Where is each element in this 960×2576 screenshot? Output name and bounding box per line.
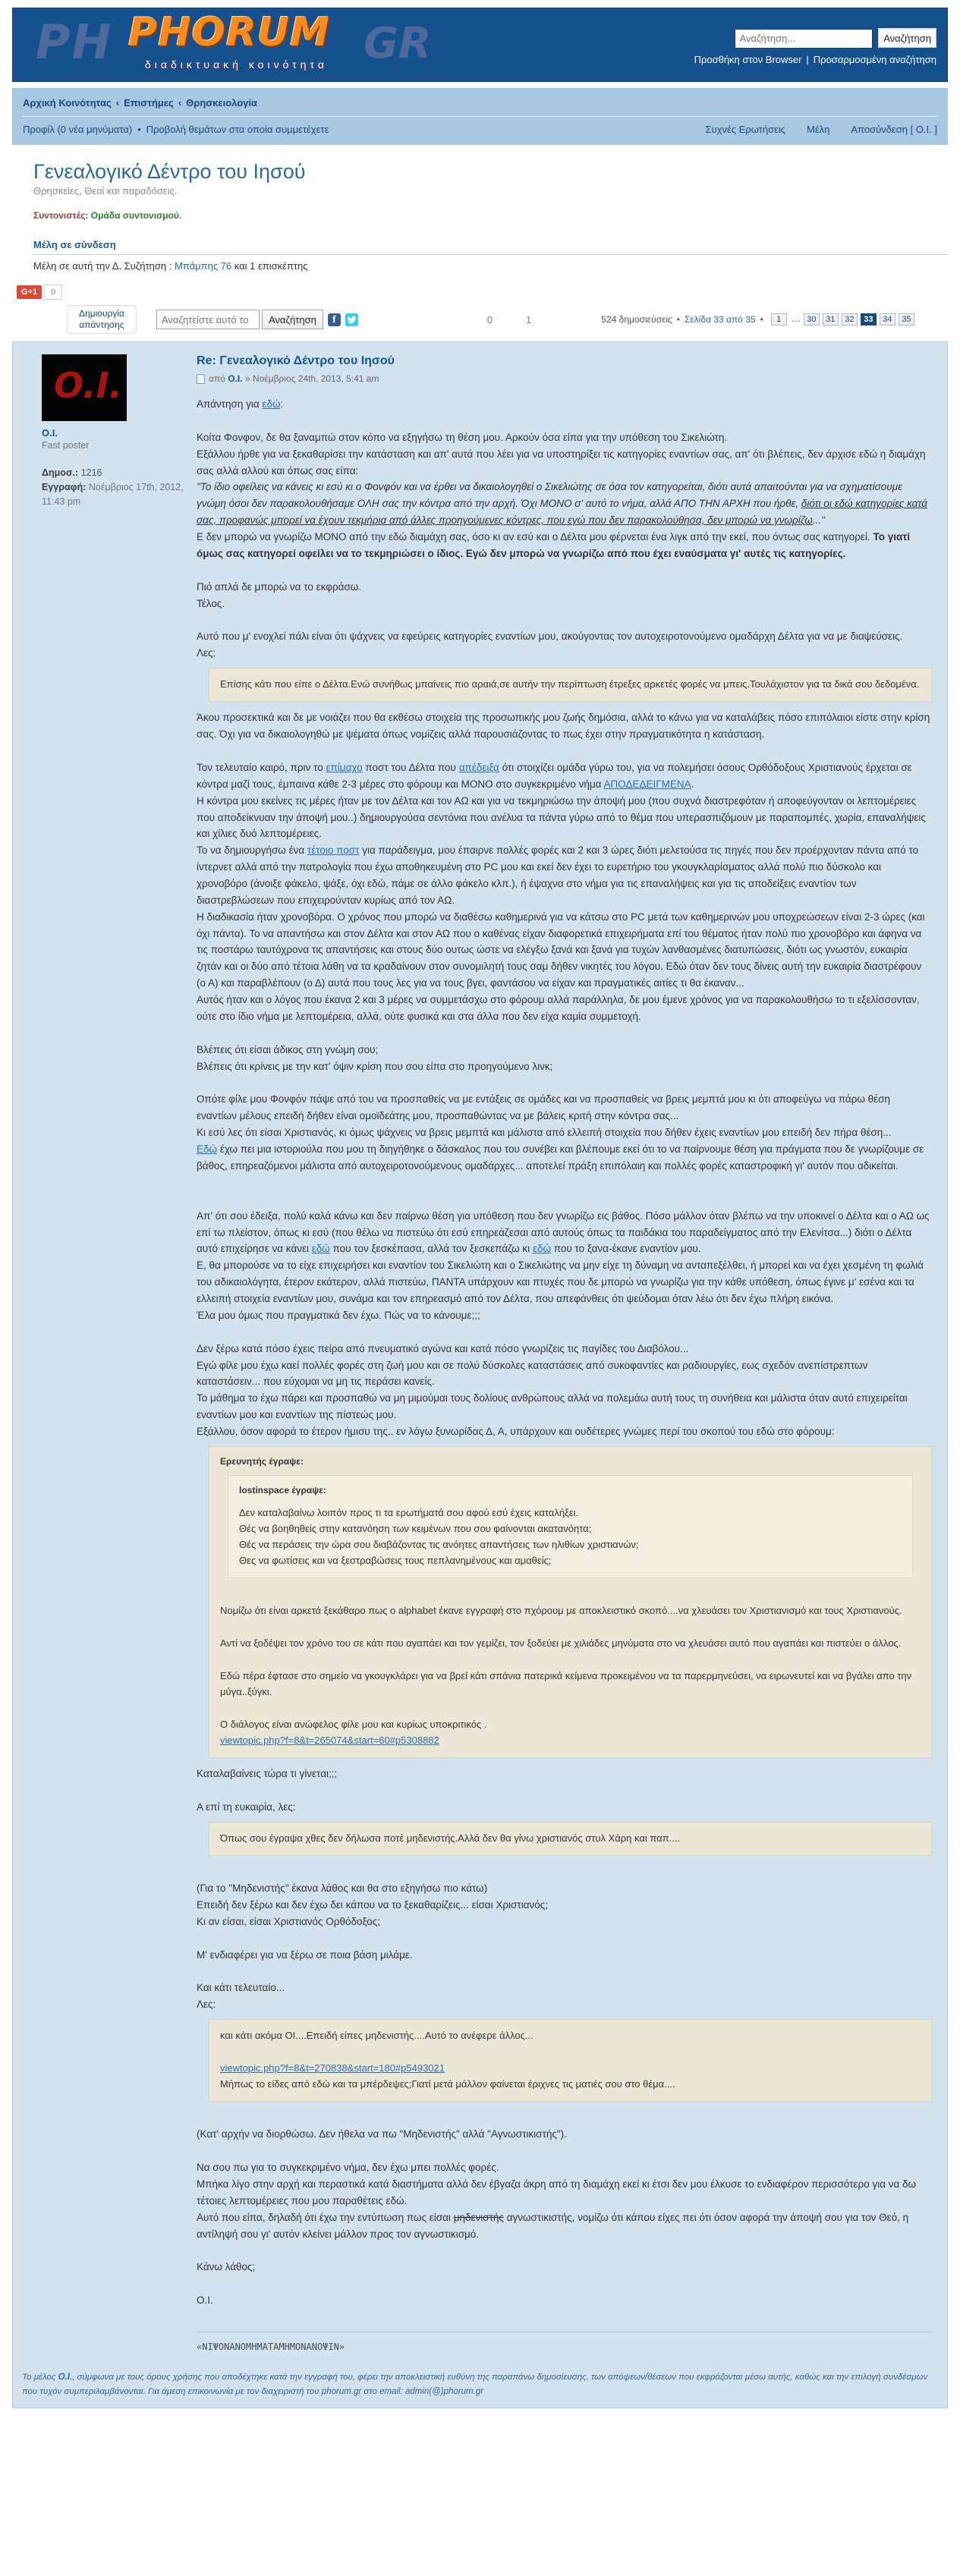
- nav-right-link[interactable]: Συχνές Ερωτήσεις: [705, 124, 786, 135]
- post-paragraph: [197, 1208, 932, 1258]
- inline-link[interactable]: viewtopic.php?f=8&t=265074&start=60#p5308882: [220, 1735, 439, 1747]
- paragraph-gap: [197, 1025, 932, 1042]
- text-run: που τον ξεσκέπασα, αλλά τον ξεσκεπάζω κι: [329, 1243, 533, 1255]
- post-paragraph: [197, 1914, 932, 1930]
- navbar: [12, 88, 948, 145]
- text-run: Κι εσύ λες ότι είσαι Χριστιανός, κι όμως ψάχνεις να βρεις μεμπτά και μάλιστα από ελλειπή στοιχεία που δήθεν έχεις εναντίων μου επειδή δεν πήρα θέση...: [197, 1127, 892, 1139]
- post-paragraph: [197, 429, 932, 446]
- paragraph-gap: [220, 2043, 921, 2060]
- inline-link[interactable]: επίμαχο: [326, 761, 363, 773]
- text-run: Α επί τη ευκαιρία, λες:: [197, 1801, 296, 1813]
- breadcrumb-separator: ‹: [178, 97, 182, 109]
- page-number-button[interactable]: 1: [771, 313, 787, 326]
- author-name-link[interactable]: O.I.: [42, 427, 58, 439]
- text-run: Θές να βοηθηθείς στην κατανόηση των κειμένων που σου φαίνονται ακατανόητα;: [239, 1522, 592, 1534]
- twitter-share-icon[interactable]: [345, 313, 358, 326]
- post-paragraph: [197, 645, 932, 662]
- text-run: Κι αν είσαι, είσαι Χριστιανός Ορθόδοξος;: [197, 1915, 380, 1927]
- paragraph-gap: [197, 1930, 932, 1947]
- paragraph-gap: [197, 1074, 932, 1091]
- post-paragraph: [197, 842, 932, 908]
- post-disclaimer: [13, 2357, 947, 2408]
- paragraph-gap: [197, 1782, 932, 1799]
- logo-ghost-left: PH: [36, 14, 113, 70]
- post-paragraph: [220, 2027, 921, 2043]
- header-search-input[interactable]: [735, 29, 873, 49]
- post-paragraph: [197, 1058, 932, 1075]
- post-paragraph: [220, 676, 921, 692]
- post-reply-button[interactable]: Δημιουργία απάντησης: [67, 305, 137, 334]
- moderators-label: Συντονιστές:: [33, 210, 89, 221]
- post-paragraph: [197, 1980, 932, 1996]
- text-run: Κοίτα Φονφον, δε θα ξαναμπώ στον κόπο να εξηγήσω τη θέση μου. Αρκούν όσα είπα για την υπόθεση του Σικελιώτη.: [197, 431, 728, 443]
- text-run: μηδενιστής: [453, 2211, 504, 2223]
- paragraph-gap: [197, 562, 932, 579]
- topic-description: Θρησκείες, Θεοί και παραδόσεις.: [33, 185, 178, 197]
- post-paragraph: [197, 1141, 932, 1175]
- page-number-button[interactable]: 33: [861, 313, 877, 326]
- paragraph-gap: [197, 612, 932, 628]
- logo-text: PHORUM: [128, 10, 330, 55]
- paragraph-gap: [220, 1651, 921, 1668]
- paragraph-gap: [220, 1586, 921, 1603]
- moderators-group-link[interactable]: Ομάδα συντονισμού: [90, 210, 179, 221]
- text-run: (Για το "Μηδενιστής" έκανα λάθος και θα στο εξηγήσω πιο κάτω): [197, 1882, 488, 1894]
- pagination-separator: •: [676, 314, 680, 325]
- text-run: Ε, θα μπορούσε να το είχε επιχειρήσει και εναντίον του Σικελιώτη και ο Σικελιώτης να μην είχε τη δύναμη να ανταπεξέλθει, ή μπορεί και να έχει χεσμένη τη φωλιά του αδικαιολόγητα, έτερον εκάτερον, αλλά πιστεύω, ΠΑΝΤΑ υπάρχουν και πτυχές που δε μπορώ να γνωρίζω για την κάθε υπόθεση, όπως έγινε μ' εσένα και τα ελλειπή στοιχεία εναντίων μου, συνάμα και τον επηρεασμό από τον Δέλτα, που απεφάνθεις ότι ψεύδομαι όταν λέω ότι δεν έχω πλήρη εικόνα.: [197, 1260, 924, 1304]
- inline-link[interactable]: εδώ: [311, 1243, 330, 1255]
- text-run: Τον τελευταίο καιρό, πριν το: [197, 761, 326, 773]
- text-run: Νομίζω ότι είναι αρκετά ξεκάθαρο πως ο alphabet έκανε εγγραφή στο πχόρουμ με αποκλειστικό σκοπό....να χλευάσει τον Χριστιανισμό και τους Χριστιανούς.: [220, 1604, 902, 1616]
- text-run: "Το ίδιο οφείλεις να κάνεις κι εσύ κι ο Φονφόν και να έρθει να δικαιολογηθεί ο Σικελιώτης σε όσα τον κατηγορείται, διότι αυτά απαιτούνται για να σχηματίσουμε γνώμη όσοι δεν παρακολουθήσαμε ΟΛΗ σας την κόντρα από την αρχή. Όχι ΜΟΝΟ σ' αυτό το νήμα, αλλά ΑΠΟ ΤΗΝ ΑΡΧΗ που ήρθε,: [197, 481, 903, 510]
- logo-ghost-right: GR: [364, 19, 432, 68]
- facebook-share-count: 0: [486, 313, 493, 326]
- post-paragraph: [197, 992, 932, 1025]
- avatar[interactable]: [42, 354, 127, 421]
- text-run: Εγώ φίλε μου έχω καεί πολλές φορές στη ζωή μου και σε πολύ δύσκολες καταστάσεις από συκοφαντίες και ραδιουργίες, εως σχεδόν ανεπίστρεπτων καταστάσειν... που εύχομαι να μη τις περάσει κανείς.: [197, 1359, 868, 1388]
- post-paragraph: [197, 1880, 932, 1897]
- inline-link[interactable]: Εδώ: [197, 1143, 218, 1155]
- nav-right-link[interactable]: Μέλη: [807, 124, 830, 135]
- post-paragraph: [239, 1552, 902, 1568]
- text-run: διότι οι εδώ κατηγορίες κατά σας, προφανώς μπορεί να έχουν τεκμήρια από άλλες προηγούμενες κόντρες, που εγώ που δεν παρακολούθησα, δεν μπορώ να γνωρίζω: [197, 498, 927, 527]
- breadcrumb-link[interactable]: Επιστήμες: [124, 97, 174, 109]
- post-paragraph: [197, 760, 932, 793]
- facebook-share-icon[interactable]: f: [328, 313, 341, 326]
- disclaimer-prefix: Το μέλος: [22, 2373, 58, 2383]
- post-main-column: [186, 354, 932, 2352]
- posts-label: Δημοσ.:: [42, 467, 79, 478]
- post-paragraph: [197, 1341, 932, 1357]
- text-run: Εξάλλου, όσον αφορά το έτερον ήμισυ της.. εν λόγω ξυνωρίδας Δ, Α, υπάρχουν και ουδέτερες γνώμες περί του σκοπού του εδώ στο φόρουμ:: [197, 1426, 835, 1438]
- post-paragraph: [197, 1799, 932, 1816]
- page-number-button[interactable]: 32: [842, 313, 858, 326]
- post-paragraph: [197, 1947, 932, 1964]
- post-icon[interactable]: [197, 374, 205, 384]
- text-run: Εξάλλου ήρθε για να ξεκαθαρίσει την κατάσταση και απ' αυτά που λέει για να υποστηρίξει τις κατηγορίες εναντίων σας, απ' ότι βλέπεις, δεν άρχισε εδώ η διαμάχη σας αλλά αλλού και όπως σας είπα:: [197, 448, 926, 477]
- text-run: Αυτός ήταν και ο λόγος που έκανα 2 και 3 μέρες να συμμετάσχω στο φόρουμ αλλά παράλληλα, δε μου έμενε χρόνος για να παρακολουθήσω το τι εξελίσσονταν, ούτε στο ίδιο νήμα με λεπτομέρεια, αλλά, ούτε φυσικά και στα άλλα που δεν είχα καμία συμμετοχή.: [197, 993, 920, 1022]
- text-run: Τέλος.: [197, 597, 225, 609]
- page-number-button[interactable]: 31: [823, 313, 839, 326]
- text-run: Αυτό που είπα, δηλαδή ότι έχω την εντύπωση πως είσαι: [197, 2211, 454, 2223]
- joined-value: Νοέμβριος 17th, 2012, 11:43 pm: [42, 481, 184, 507]
- post-paragraph: [197, 1042, 932, 1058]
- page-number-button[interactable]: 34: [880, 313, 895, 326]
- text-run: Θές να περάσεις την ώρα σου διαβάζοντας τις ανόητες απαντήσεις των ηλιθίων χριστιανών;: [239, 1538, 639, 1550]
- byline-by-label: από: [209, 373, 225, 384]
- byline-date: » Νοέμβριος 24th, 2013, 5:41 am: [244, 373, 379, 384]
- gplus-row: [17, 284, 948, 300]
- post-paragraph: [220, 1830, 921, 1846]
- header-search-link[interactable]: Προσθήκη στον Browser: [694, 53, 802, 65]
- text-run: που το ξανα-έκανε εναντίον μου.: [551, 1243, 701, 1255]
- inline-link[interactable]: εδώ: [262, 398, 281, 410]
- post-paragraph: [220, 1635, 921, 1651]
- text-run: Απάντηση για: [197, 398, 263, 410]
- text-run: Λες:: [197, 1999, 216, 2011]
- post-paragraph: [197, 793, 932, 843]
- paragraph-gap: [197, 1963, 932, 1980]
- post-paragraph: [197, 2159, 932, 2176]
- page-top: [0, 0, 960, 82]
- disclaimer-user-link[interactable]: O.I.: [58, 2373, 73, 2383]
- online-prefix: Μέλη σε αυτή την Δ. Συζήτηση :: [33, 260, 175, 272]
- inline-link[interactable]: viewtopic.php?f=8&t=270838&start=180#p5493021: [220, 2062, 445, 2074]
- text-run: Θες να φωτίσεις και να ξεστραβώσεις τους πεπλανημένους και αμαθείς;: [239, 1554, 552, 1566]
- text-run: Πιό απλά δε μπορώ να το εκφράσω.: [197, 580, 362, 593]
- paragraph-gap: [220, 1618, 921, 1635]
- joined-label: Εγγραφή:: [42, 481, 87, 492]
- paragraph-gap: [197, 2143, 932, 2159]
- quote-author: Ερευνητής έγραψε:: [220, 1455, 304, 1467]
- moderators-suffix: .: [178, 210, 182, 221]
- text-run: ποστ του Δέλτα που: [362, 761, 459, 773]
- post-paragraph: [197, 2176, 932, 2210]
- post-paragraph: [197, 396, 932, 413]
- post-paragraph: [197, 1257, 932, 1307]
- post-paragraph: [197, 579, 932, 596]
- paragraph-gap: [197, 2276, 932, 2292]
- text-run: Έλα μου όμως που πραγματικά δεν έχω. Πώς να το κάνουμε;;;: [197, 1309, 480, 1321]
- text-run: Δεν ξέρω κατά πόσο έχεις πείρα από πνευματικό αγώνα και κατά πόσο γνωρίζεις τις παγίδες του Διαβόλου...: [197, 1342, 689, 1354]
- text-run: Αντί να ξοδέψει τον χρόνο του σε κάτι που αγαπάει και τον γεμίζει, τον ξοδεύει με χιλιάδες μηνύματα στο να χλευάσει αυτό που αγαπάει και πιστεύει ο άλλος.: [220, 1637, 902, 1649]
- text-run: :: [280, 398, 284, 410]
- gplus-button[interactable]: G+1: [17, 285, 42, 299]
- post-paragraph: [220, 1668, 921, 1700]
- post-paragraph: [220, 1732, 921, 1748]
- text-run: Και κάτι τελευταίο...: [197, 1982, 285, 1994]
- post-paragraph: [197, 709, 932, 743]
- quote-block: [228, 1475, 913, 1578]
- text-run: Ε δεν μπορώ να γνωρίζω ΜΟΝΟ από την εδώ διαμάχη σας, όσο κι αν εσύ και ο Δέλτα μου φέρνεται ένα λιγκ από την εκεί, που όντως σας κατηγορεί.: [197, 531, 873, 543]
- text-run: Βλέπεις ότι είσαι άδικος στη γνώμη σου;: [197, 1043, 379, 1055]
- post-byline: [197, 373, 932, 384]
- text-run: Μ' ενδιαφέρει για να ξέρω σε ποια βάση μιλάμε.: [197, 1949, 413, 1961]
- text-run: για παράδειγμα, μου έπαιρνε πολλές φορές και 2 και 3 ώρες διότι μελετούσα τις πηγές που δεν προέρχονταν πάντα από το ίντερνετ αλλά από την πατρολογία που έχω αποθηκευμένη στο PC μου και εκεί δεν έχει το ευρετήριο του γκουγκλαρίσματος αλλά πολύ πιο δύσκολο και χρονοβόρο (άνοιξε φάκελο, ψάξε, όχι εδώ, πάμε σε άλλο φάκελο κλπ.), ή έψαχνα στο νήμα για τις επαναλήψεις και για τις αποδείξεις εναντίον των διαστρεβλώσεων που επιχειρούνταν κυρίως από τον ΑΩ.: [197, 845, 919, 906]
- nav-user-link[interactable]: Προφίλ (0 νέα μηνύματα): [23, 124, 133, 135]
- breadcrumb-link[interactable]: Θρησκειολογία: [186, 97, 257, 109]
- navbar-right-links: [685, 124, 938, 135]
- posts-stat: [42, 466, 186, 480]
- quote-block: [209, 1446, 932, 1758]
- post-columns: [13, 342, 947, 2357]
- paragraph-gap: [197, 1175, 932, 1191]
- post-paragraph: [197, 1390, 932, 1423]
- breadcrumb-separator: ‹: [115, 97, 120, 109]
- navbar-user-links: [23, 124, 329, 135]
- post-paragraph: [197, 2210, 932, 2243]
- text-run: Επίσης κάτι που είπε ο Δέλτα.Ενώ συνήθως μπαίνεις πιο αραιά,σε αυτήν την περίπτωση έτρεξες αρκετές φορές να μπεις.Τουλάχιστον για τα δικά σου δεδομένα.: [220, 678, 920, 690]
- paragraph-gap: [197, 1324, 932, 1341]
- post-paragraph: [239, 1536, 902, 1552]
- post-paragraph: [220, 2076, 921, 2092]
- post-paragraph: [220, 2060, 921, 2076]
- post-panel: [12, 341, 948, 2408]
- signature-text: «ΝΙΨΟΝΑΝΟΜΗΜΑΤΑΜΗΜΟΝΑΝΟΨΙΝ»: [197, 2342, 345, 2353]
- paragraph-gap: [197, 743, 932, 760]
- post-paragraph: [197, 2259, 932, 2276]
- topic-search-button[interactable]: Αναζήτηση: [262, 310, 323, 329]
- online-members-line: [33, 260, 948, 272]
- header-search-links: [694, 54, 936, 65]
- avatar-text: O.I.: [54, 365, 123, 406]
- post-paragraph: [197, 1091, 932, 1124]
- inline-link[interactable]: απέδειξα: [458, 761, 499, 773]
- pagination-separator: •: [760, 314, 763, 325]
- inline-link[interactable]: ΑΠΟΔΕΔΕΙΓΜΕΝΑ: [603, 778, 691, 790]
- author-name: [42, 427, 186, 439]
- text-run: Καταλαβαίνεις τώρα τι γίνεται;;;: [197, 1768, 338, 1780]
- text-run: Ο.Ι.: [197, 2294, 213, 2307]
- quote-block: [209, 1822, 932, 1856]
- post-paragraph: [197, 1307, 932, 1324]
- post-paragraph: [239, 1521, 902, 1536]
- text-run: και κάτι ακόμα ΟΙ....Επειδή είπες μηδενιστής....Αυτό το ανέφερε άλλος...: [220, 2030, 534, 2042]
- post-subject: Re: Γενεαλογικό Δέντρο του Ιησού: [197, 354, 395, 367]
- inline-link[interactable]: εδώ: [532, 1243, 552, 1255]
- nav-user-link[interactable]: Προβολή θεμάτων στα οποία συμμετέχετε: [146, 124, 329, 135]
- text-run: αγνωστικιστής, νομίζω ότι κάπου είχες πει ότι όσον αφορά την άποψή σου για τον Θεό, η αντίληψή σου γι' αυτόν κλείνει μάλλον προς τον αγνωστικισμό.: [197, 2211, 909, 2240]
- topic-controls-row: [12, 305, 948, 334]
- moderators-line: [33, 210, 948, 221]
- text-run: Οπότε φίλε μου Φονφόν πάψε από του να προσπαθείς να με εντάξεις σε ομάδες και να προσπαθείς να βρεις μεμπτά μου κι ότι αποφεύγω να πάρω θέση εναντίων μέλους επειδή δήθεν είναι ομοϊδεάτης μου, προσπαθώντας να με βάλεις κριτή στην κόντρα σας...: [197, 1093, 891, 1122]
- text-run: .: [691, 778, 694, 790]
- header-search-link[interactable]: Προσαρμοσμένη αναζήτηση: [813, 53, 936, 65]
- post-paragraph: [197, 479, 932, 529]
- main-content: [0, 145, 960, 2408]
- paragraph-gap: [220, 1700, 921, 1716]
- text-run: Λες:: [197, 647, 216, 659]
- author-profile: [28, 354, 186, 2352]
- disclaimer-body: , σύμφωνα με τους όρους χρήσης που αποδέχτηκε κατά την εγγραφή του, φέρει την αποκλειστική ευθύνη της παραπάνω δημοσίευσης, των απόψεων/θέσεων που εκφράζονται μέσω αυτής, καθώς και την επιλογή συνδέσμων που τυχόν συμπεριλαμβάνονται. Για άμεση επικοινωνία με τον διαχειριστή του phorum.gr στο email: admin(@)phorum.gr: [22, 2373, 928, 2396]
- page-number-button[interactable]: 35: [899, 313, 914, 326]
- pagination-ellipsis: …: [791, 313, 801, 324]
- paragraph-gap: [197, 413, 932, 429]
- text-run: Να σου πω για το συγκεκριμένο νήμα, δεν έχω μπει πολλές φορές.: [197, 2162, 499, 2174]
- text-run: Κάνω λάθος;: [197, 2261, 256, 2273]
- text-run: Δεν καταλαβαίνω λοιπόν προς τι τα ερωτήματά σου αφού εσύ έχεις καταλήξει.: [239, 1506, 579, 1518]
- site-logo[interactable]: [31, 8, 456, 81]
- page-number-button[interactable]: 30: [804, 313, 820, 326]
- header-links-separator: |: [806, 53, 809, 65]
- breadcrumb-link[interactable]: Αρχική Κοινότητας: [23, 97, 112, 109]
- logo-subtitle: διαδικτυακή κοινότητα: [145, 58, 328, 71]
- byline-author-link[interactable]: O.I.: [228, 373, 243, 384]
- paragraph-gap: [197, 1191, 932, 1208]
- online-heading: Μέλη σε σύνδεση: [33, 239, 948, 255]
- post-paragraph: [239, 1505, 902, 1521]
- posts-count: 524 δημοσιεύσεις: [601, 314, 672, 325]
- header-search-area: [694, 28, 936, 65]
- page-number-list: [768, 313, 914, 326]
- text-run: Άκου προσεκτικά και δε με νοιάζει που θα εκθέσω στοιχεία της προσωπικής μου ζωής δημόσια, αλλά το κάνω για να καταλάβεις πόσο επιπόλαιοι είστε στην κρίση σας. Όχι για να δικαιολογηθώ με ψέματα όπως νομίζεις αλλά παρουσιάζοντας το πως έχει στην πραγματικότητα η κατάσταση.: [197, 712, 930, 741]
- post-paragraph: [197, 2292, 932, 2309]
- post-paragraph: [197, 628, 932, 645]
- topic-title: Γενεαλογικό Δέντρο του Ιησού: [33, 160, 306, 183]
- nav-right-link[interactable]: Αποσύνδεση [ O.I. ]: [851, 124, 937, 135]
- paragraph-gap: [197, 2242, 932, 2259]
- text-run: Μήπως το είδες από εδώ και τα μπέρδεψες;Γιατί μετά μάλλον φαίνεται έριχνες τις ματιές σου στο θέμα....: [220, 2078, 675, 2090]
- post-paragraph: [197, 1766, 932, 1782]
- paragraph-gap: [197, 1864, 932, 1880]
- header-search-button[interactable]: Αναζήτηση: [878, 28, 936, 48]
- paragraph-gap: [197, 2109, 932, 2126]
- post-body: [197, 396, 932, 2309]
- text-run: Το να δημιουργήσω ένα: [197, 845, 307, 857]
- quote-block: [209, 2019, 932, 2102]
- post-paragraph: [197, 909, 932, 992]
- text-run: Το μάθημα το έχω πάρει και προσπαθώ να μη μιμούμαι τους δολίους ανθρώπους αλλά να πολεμάω αυτή τους τη συνήθεια και μάλιστα όταν αυτό επιχειρείται εναντίων μου και εναντίων της πίστεώς μου.: [197, 1392, 908, 1421]
- post-paragraph: [220, 1716, 921, 1732]
- text-run: Βλέπεις ότι κρίνεις με την κατ' όψιν κρίση που σου είπα στο προηγούμενο λινκ;: [197, 1060, 553, 1072]
- twitter-share-count: 1: [526, 313, 532, 326]
- post-paragraph: [197, 1357, 932, 1391]
- text-run: Επειδή δεν ξέρω και δεν έχω δει κάπου να το ξεκαθαρίζεις... είσαι Χριστιανός;: [197, 1898, 549, 1911]
- online-member-link[interactable]: Μπάμπης 76: [175, 260, 232, 272]
- joined-stat: [42, 480, 186, 509]
- quote-author: lostinspace έγραψε:: [239, 1485, 326, 1496]
- text-run: Αυτό που μ' ενοχλεί πάλι είναι ότι ψάχνεις να εφεύρεις κατηγορίες εναντίων μου, ακούγοντας τον αυτοχειροτονούμενο ομαδάρχη Δέλτα για να με διαψεύσεις.: [197, 631, 903, 643]
- text-run: Η κόντρα μου εκείνες τις μέρες ήταν με τον Δέλτα και τον ΑΩ και για να τεκμηριώσω την άποψή μου (που συχνά διαστρεφόταν ή αποφεύγονταν οι λεπτομέρειες που αποδείκνυαν την άποψή μου..) δημιουργούσα σεντόνια που ανέλυα τα πάντα γύρω από το θέμα που υπερασπιζόμουν με παραπομπές, χωρία, επαναλήψεις και χίλιες δυό λεπτομέρειες.: [197, 794, 926, 840]
- pagination: [601, 313, 914, 326]
- author-stats: [42, 466, 186, 508]
- page-info[interactable]: Σελίδα 33 από 35: [684, 314, 756, 325]
- post-paragraph: [197, 1423, 932, 1440]
- text-run: Το γιατί όμως σας κατηγορεί οφείλει να το τεκμηριώσει ο ίδιος. Εγώ δεν μπορώ να γνωρίζω από που έχει εναύσματα γι' αυτές τις κατηγορίες.: [197, 531, 911, 559]
- text-run: έχω πει μια ιστοριούλα που μου τη διηγήθηκε ο δάσκαλος που του συνέβει και βλέπουμε εκεί ότι το να παίρνουμε θέση για πράγματα που δε γνωρίζουμε σε βάθος, επηρεαζόμενοι μάλιστα από αυτοχειροτονούμενους ομαδάρχες... αποτελεί πράξη επιπόλαιη και πολλές φορές καταστροφική γι' αυτόν που αδικείται.: [197, 1143, 924, 1172]
- online-suffix: και 1 επισκέπτης: [231, 260, 308, 272]
- post-paragraph: [220, 1603, 921, 1618]
- post-paragraph: [197, 1996, 932, 2013]
- post-paragraph: [197, 446, 932, 480]
- text-run: Εδώ πέρα έφτασε στο σημείο να γκουγκλάρει για να βρεί κάτι σπάνια πατερικά κείμενα προκειμένου να τα παρερμηνεύσει, να ειρωνευτεί και να βγάλει απο την μύγα..ξύγκι.: [220, 1670, 912, 1698]
- post-paragraph: [197, 596, 932, 612]
- posts-value: 1216: [80, 467, 102, 478]
- post-paragraph: [197, 1124, 932, 1141]
- text-run: Ο διάλογος είναι ανώφελος φίλε μου και κυρίως υποκριτικός .: [220, 1719, 487, 1731]
- post-paragraph: [197, 1897, 932, 1914]
- quote-block: [209, 668, 932, 702]
- inline-link[interactable]: τέτοιο ποστ: [307, 845, 360, 857]
- author-rank: Fast poster: [42, 440, 90, 451]
- text-run: Όπως σου έγραψα χθες δεν δήλωσα ποτέ μηδενιστής.Αλλά δεν θα γίνω χριστιανός στυλ Χάρη και παπ....: [220, 1832, 681, 1844]
- text-run: (Κατ' αρχήν να διορθώσω. Δεν ήθελα να πω "Μηδενιστής" αλλά "Αγνωστικιστής").: [197, 2128, 567, 2140]
- site-header: [12, 8, 948, 82]
- text-run: Απ' ότι σου έδειξα, πολύ καλά κάνω και δεν παίρνω θέση για υπόθεση που δεν γνωρίζω εις βάθος. Πόσο μάλλον όταν βλέπω να την υποκινεί ο Δέλτα και ο ΑΩ ως επί τω πλείστον, όπως κι εσύ (που θέλω να πιστεύω ότι εσύ επηρεάζεσαι από αυτούς όπως τα παιδάκια του παραδείγματος από την Ελενίτσα...) διότι ο Δέλτα αυτό επιχείρησε να κάνει: [197, 1209, 930, 1255]
- text-run: Η διαδικασία ήταν χρονοβόρα. Ο χρόνος που μπορώ να διαθέσω καθημερινά για να κάτσω στο PC μετά των καθημερινών μου υποχρεώσεων είναι 2-3 ώρες (και όχι πάντα). Το να απαντήσω και στον Δέλτα και στον ΑΩ που ο καθένας είχαν διαφορετικά επιχειρήματα επί του θέματος ήταν πολύ πιο χρονοβόρο και άφηνα να τις ποστάρω ταυτόχρονα τις απαντήσεις και στους δύο ουτως ώστε να ελέγξω ξανά και ξανά για τυχών λανθασμένες διατυπώσεις, διότι ως γνωστόν, ευκαιρία ζητάν και οι δύο από τέτοια λάθη να τα κραδαίνουν στον συνομιλητή τους σαμ δήθεν νικητές του λόγου. Εδώ όταν δεν τους δίνεις αυτή την ευκαιρία διαστρέφουν (ο Α) και παραβλέπουν (ο Δ) αυτά που τους λες για να τους βγει, φαντάσου να είχαν και πραγματικές αιτίες τι θα έκαναν...: [197, 911, 925, 989]
- nav-links-separator: •: [137, 124, 141, 135]
- post-paragraph: [197, 529, 932, 562]
- navbar-row2: [23, 117, 937, 145]
- breadcrumb: [23, 88, 937, 116]
- post-paragraph: [197, 2126, 932, 2143]
- topic-search-input[interactable]: [156, 310, 260, 329]
- text-run: Μπήκα λίγο στην αρχή και περαστικά κατά διαστήματα αλλά δεν έβγαζα άκρη από τη διαμάχη εκεί κι έτσι δεν μου έλκυσε το ενδιαφέρον περισσότερο για να δω τέτοιες λεπτομέρειες που μου παραθέτεις εδώ.: [197, 2178, 917, 2206]
- text-run: ότι στοιχίζει ομάδα γύρω του, για να πολεμήσει όσους Ορθόδοξους Χριστιανούς έρχεται σε κόντρα μαζί τους, έμπαινα κάθε 2-3 μέρες στο φόρουμ και ΜΟΝΟ στο συγκεκριμένο νήμα: [197, 761, 912, 790]
- gplus-count: 0: [44, 285, 62, 300]
- text-run: ...": [812, 514, 825, 527]
